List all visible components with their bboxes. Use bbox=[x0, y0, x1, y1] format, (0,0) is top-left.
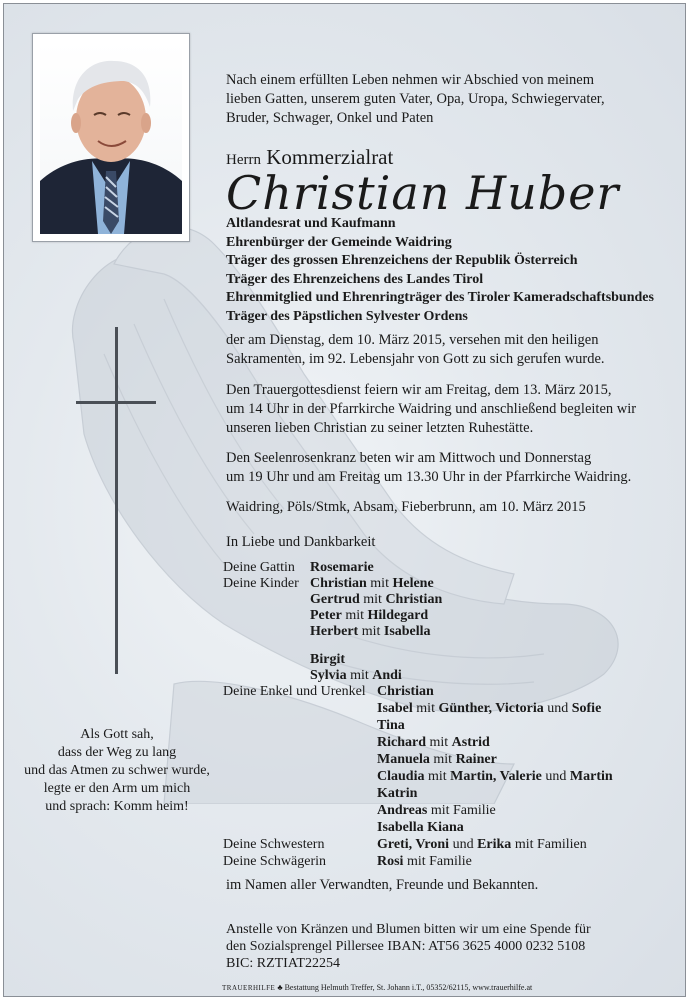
death-paragraph bbox=[226, 331, 646, 369]
family-child bbox=[310, 623, 431, 640]
service-line: unseren lieben Christian zu seiner letzten Ruhestätte. bbox=[226, 420, 534, 436]
family-name: Birgit bbox=[310, 652, 345, 667]
family-name: Gertrud bbox=[310, 592, 360, 607]
family-name: Martin, Valerie bbox=[450, 769, 542, 784]
family-connector: und bbox=[543, 701, 572, 716]
family-label-kinder: Deine Kinder bbox=[223, 576, 299, 591]
family-name: Claudia bbox=[377, 769, 425, 784]
family-connector: mit Familie bbox=[427, 803, 496, 818]
poem-line: legte er den Arm um mich bbox=[43, 781, 191, 796]
donation-line: BIC: RZTIAT22254 bbox=[226, 956, 340, 971]
family-name: Martin bbox=[569, 769, 613, 784]
family-name: Günther, Victoria bbox=[438, 701, 544, 716]
rosary-line: um 19 Uhr und am Freitag um 13.30 Uhr in der Pfarrkirche Waidring. bbox=[226, 469, 632, 485]
family-name: Rainer bbox=[455, 752, 497, 767]
family-grandchild bbox=[377, 734, 490, 751]
family-name: Erika bbox=[477, 837, 512, 852]
poem-line: Als Gott sah, bbox=[80, 727, 154, 742]
family-name: Tina bbox=[377, 718, 405, 733]
family-name: Sylvia bbox=[310, 668, 347, 683]
candle-icon: ♣ bbox=[277, 983, 283, 992]
family-gattin bbox=[310, 559, 374, 576]
family-connector: mit bbox=[359, 592, 386, 607]
family-name: Greti, Vroni bbox=[377, 837, 450, 852]
family-connector: mit bbox=[429, 752, 456, 767]
service-paragraph bbox=[226, 381, 646, 438]
relatives-line: im Namen aller Verwandten, Freunde und Bekannten. bbox=[226, 877, 539, 893]
family-name: Andi bbox=[372, 668, 402, 683]
family-connector: mit Familien bbox=[511, 837, 587, 852]
family-name: Herbert bbox=[310, 624, 359, 639]
title-item: Ehrenmitglied und Ehrenringträger des Tiroler Kameradschaftsbundes bbox=[226, 290, 654, 305]
family-connector: mit bbox=[424, 769, 451, 784]
donation-line: den Sozialsprengel Pillersee IBAN: AT56 3625 4000 0232 5108 bbox=[226, 939, 586, 954]
family-grandchild bbox=[377, 802, 496, 819]
family-grandchild bbox=[377, 819, 464, 836]
footer-text: Bestattung Helmuth Treffer, St. Johann i.T., 05352/62115, www.trauerhilfe.at bbox=[284, 983, 533, 992]
portrait-frame bbox=[32, 33, 190, 242]
family-connector: mit bbox=[366, 576, 393, 591]
intro-text bbox=[226, 71, 646, 128]
family-name: Christian bbox=[377, 684, 434, 699]
poem-line: und sprach: Komm heim! bbox=[45, 799, 189, 814]
family-label-gattin: Deine Gattin bbox=[223, 560, 295, 575]
title-item: Altlandesrat und Kaufmann bbox=[226, 216, 396, 231]
intro-line: Bruder, Schwager, Onkel und Paten bbox=[226, 110, 434, 126]
family-grandchild bbox=[377, 785, 417, 802]
family-grandchild bbox=[377, 751, 497, 768]
obituary-card bbox=[3, 3, 686, 997]
family-sisters bbox=[377, 836, 587, 853]
family-label-schwaegerin: Deine Schwägerin bbox=[223, 854, 327, 869]
honorific-herrn: Herrn bbox=[226, 152, 261, 168]
family-connector: und bbox=[541, 769, 570, 784]
family-name: Andreas bbox=[377, 803, 428, 818]
title-item: Träger des Ehrenzeichens des Landes Tirol bbox=[226, 271, 484, 287]
family-connector: mit bbox=[358, 624, 384, 639]
family-connector: mit bbox=[346, 668, 373, 683]
deceased-name: Christian Huber bbox=[226, 166, 620, 220]
place-date: Waidring, Pöls/Stmk, Absam, Fieberbrunn, am 10. März 2015 bbox=[226, 499, 586, 515]
death-line: Sakramenten, im 92. Lebensjahr von Gott zu sich gerufen wurde. bbox=[226, 351, 605, 367]
intro-line: Nach einem erfüllten Leben nehmen wir Abschied von meinem bbox=[226, 72, 595, 88]
family-name: Isabella bbox=[383, 624, 431, 639]
poem-line: dass der Weg zu lang bbox=[57, 745, 177, 760]
title-item: Ehrenbürger der Gemeinde Waidring bbox=[226, 234, 452, 250]
rosary-line: Den Seelenrosenkranz beten wir am Mittwoch und Donnerstag bbox=[226, 450, 592, 466]
cross-icon-vertical bbox=[115, 327, 118, 674]
cross-icon-horizontal bbox=[76, 401, 156, 404]
family-connector: mit bbox=[412, 701, 439, 716]
title-item: Träger des grossen Ehrenzeichens der Republik Österreich bbox=[226, 253, 578, 268]
rosary-paragraph bbox=[226, 449, 646, 487]
family-child bbox=[310, 575, 434, 592]
donation-paragraph bbox=[226, 921, 646, 972]
family-name: Rosi bbox=[377, 854, 404, 869]
family-child bbox=[310, 651, 345, 668]
family-label-schwestern: Deine Schwestern bbox=[223, 837, 325, 852]
love-line: In Liebe und Dankbarkeit bbox=[226, 534, 376, 550]
family-sister-in-law bbox=[377, 853, 472, 870]
family-name: Christian bbox=[310, 576, 367, 591]
family-name: Rosemarie bbox=[310, 560, 374, 575]
family-grandchild bbox=[377, 717, 405, 734]
family-grandchild bbox=[377, 683, 434, 700]
poem-line: und das Atmen zu schwer wurde, bbox=[24, 763, 210, 778]
honorific-title: Kommerzialrat bbox=[266, 145, 394, 169]
family-connector: mit bbox=[341, 608, 368, 623]
footer-brand: TRAUERHILFE bbox=[222, 984, 276, 992]
service-line: um 14 Uhr in der Pfarrkirche Waidring und anschließend begleiten wir bbox=[226, 401, 637, 417]
intro-line: lieben Gatten, unserem guten Vater, Opa, Uropa, Schwiegervater, bbox=[226, 91, 605, 107]
family-name: Isabel bbox=[377, 701, 413, 716]
family-name: Astrid bbox=[451, 735, 490, 750]
death-line: der am Dienstag, dem 10. März 2015, versehen mit den heiligen bbox=[226, 332, 599, 348]
title-item: Träger des Päpstlichen Sylvester Ordens bbox=[226, 308, 468, 324]
family-name: Peter bbox=[310, 608, 342, 623]
family-grandchild bbox=[377, 768, 613, 785]
family-label-enkel: Deine Enkel und Urenkel bbox=[223, 684, 366, 699]
family-name: Helene bbox=[392, 576, 434, 591]
family-child bbox=[310, 591, 442, 608]
titles-list bbox=[226, 215, 654, 326]
family-name: Christian bbox=[385, 592, 443, 607]
family-name: Manuela bbox=[377, 752, 430, 767]
family-name: Richard bbox=[377, 735, 426, 750]
portrait-photo bbox=[40, 41, 182, 234]
family-child bbox=[310, 607, 428, 624]
poem bbox=[22, 726, 212, 816]
footer bbox=[222, 983, 532, 992]
family-connector: mit Familie bbox=[403, 854, 472, 869]
family-connector: und bbox=[449, 837, 478, 852]
family-grandchild bbox=[377, 700, 601, 717]
family-name: Sofie bbox=[571, 701, 602, 716]
family-name: Katrin bbox=[377, 786, 418, 801]
donation-line: Anstelle von Kränzen und Blumen bitten wir um eine Spende für bbox=[226, 922, 591, 937]
family-name: Hildegard bbox=[367, 608, 429, 623]
service-line: Den Trauergottesdienst feiern wir am Freitag, dem 13. März 2015, bbox=[226, 382, 612, 398]
family-connector: mit bbox=[426, 735, 452, 750]
portrait-illustration bbox=[40, 41, 182, 234]
family-child bbox=[310, 667, 402, 684]
family-name: Isabella Kiana bbox=[377, 820, 464, 835]
